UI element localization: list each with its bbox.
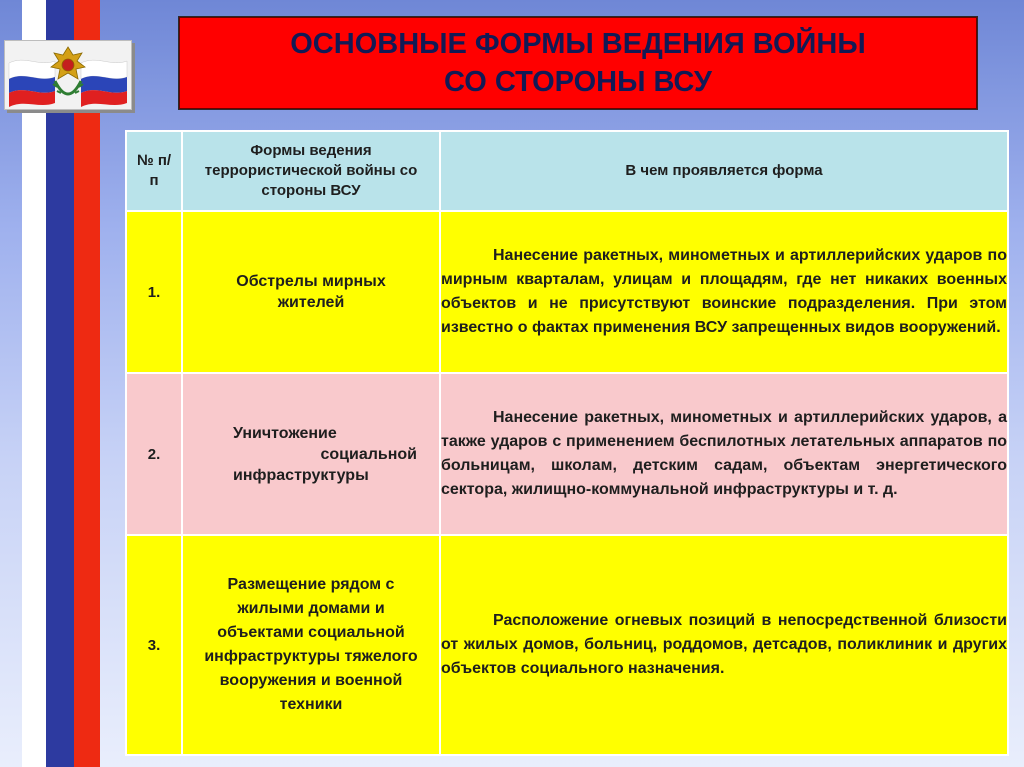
title-banner [178,16,978,110]
row-form [182,373,440,535]
table-row [126,535,1008,755]
row-form-line: инфраструктуры [233,466,369,484]
russian-flag-emblem-icon [4,40,132,110]
forms-table [125,130,1009,756]
flag-stripe-blue [46,0,74,767]
page-title: ОСНОВНЫЕ ФОРМЫ ВЕДЕНИЯ ВОЙНЫ СО СТОРОНЫ ВСУ [290,28,866,98]
header-desc: В чем проявляется форма [440,131,1008,211]
row-description: Нанесение ракетных, минометных и артиллерийских ударов, а также ударов с применением беспилотных летательных аппаратов по больницам, школам, детским садам, объектам энергетического сектора, жилищно-коммунальной инфраструктуры и т. д. [440,373,1008,535]
row-description: Расположение огневых позиций в непосредственной близости от жилых домов, больниц, роддомов, детсадов, поликлиник и других объектов социального назначения. [440,535,1008,755]
row-number: 2. [126,373,182,535]
row-form: Обстрелы мирных жителей [182,211,440,373]
header-form: Формы ведения террористической войны со стороны ВСУ [182,131,440,211]
row-form: Размещение рядом с жилыми домами и объектами социальной инфраструктуры тяжелого вооружения и военной техники [182,535,440,755]
table-header-row [126,131,1008,211]
forms-table-container [125,130,1007,756]
flag-stripe-white [22,0,46,767]
header-num: № п/п [126,131,182,211]
table-row [126,211,1008,373]
flag-stripe-red [74,0,100,767]
row-number: 3. [126,535,182,755]
row-form-line: Уничтожение [233,424,337,442]
table-row [126,373,1008,535]
row-description: Нанесение ракетных, минометных и артиллерийских ударов по мирным кварталам, улицам и площадям, где нет никаких военных объектов и не присутствуют воинские подразделения. При этом известно о фактах применения ВСУ запрещенных видов вооружений. [440,211,1008,373]
row-number: 1. [126,211,182,373]
row-form-line: социальной [320,445,417,463]
